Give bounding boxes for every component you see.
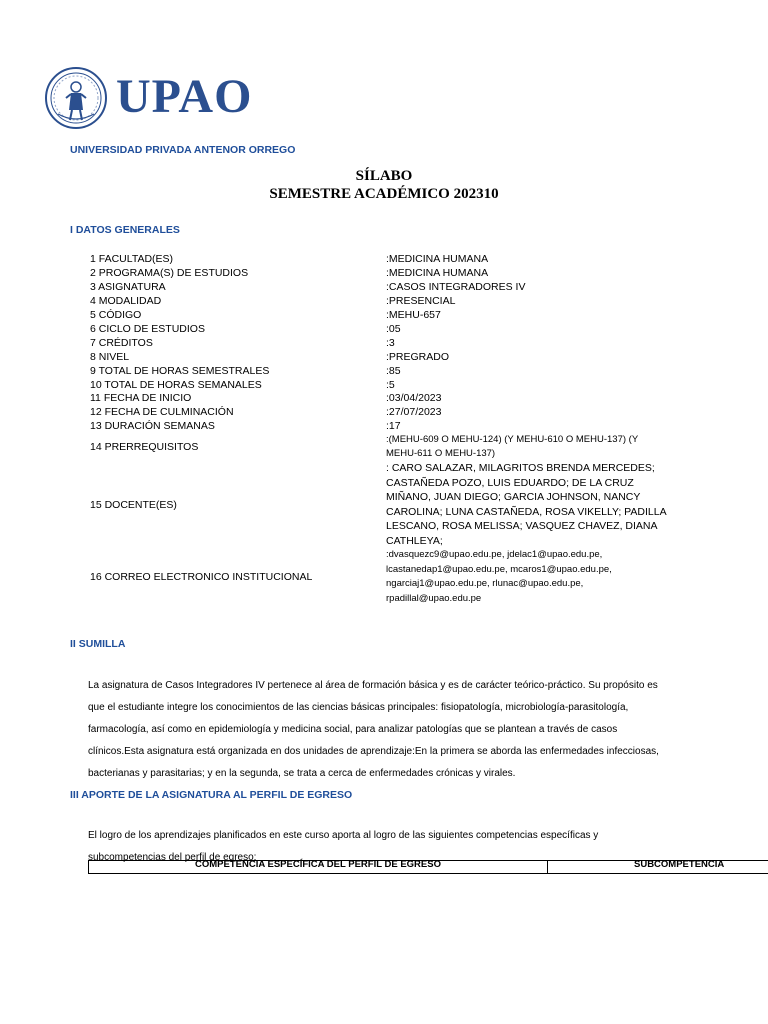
university-name: UNIVERSIDAD PRIVADA ANTENOR ORREGO bbox=[70, 144, 296, 156]
table-header-competencia: COMPETENCIA ESPECÍFICA DEL PERFIL DE EGRESO bbox=[89, 861, 548, 873]
page-title: SÍLABO bbox=[355, 168, 413, 184]
sumilla-line: que el estudiante integre los conocimientos de las ciencias básicas principales: fisiopatología, microbiología-parasitología, bbox=[88, 702, 629, 713]
section-heading-aporte: III APORTE DE LA ASIGNATURA AL PERFIL DE EGRESO bbox=[70, 789, 353, 801]
sumilla-line: farmacología, así como en epidemiología y medicina social, para analizar patologías que se plantean a través de casos bbox=[88, 724, 618, 735]
field-label-prerrequisitos: 14 PRERREQUISITOS bbox=[90, 441, 199, 453]
field-label: 4 MODALIDAD bbox=[90, 295, 162, 307]
field-label-docentes: 15 DOCENTE(ES) bbox=[90, 499, 177, 511]
field-label: 2 PROGRAMA(S) DE ESTUDIOS bbox=[90, 267, 249, 279]
field-value-correo-line: lcastanedap1@upao.edu.pe, mcaros1@upao.edu.pe, bbox=[386, 564, 612, 575]
field-value: :3 bbox=[386, 337, 395, 349]
field-value: :CASOS INTEGRADORES IV bbox=[386, 281, 526, 293]
field-label: 12 FECHA DE CULMINACIÓN bbox=[90, 406, 234, 418]
field-value-docentes-line: CATHLEYA; bbox=[386, 535, 443, 547]
field-value-docentes-line: CAROLINA; LUNA CASTAÑEDA, ROSA VIKELLY; PADILLA bbox=[386, 506, 667, 518]
sumilla-line: clínicos.Esta asignatura está organizada en dos unidades de aprendizaje:En la primera se aborda las enfermedades infecciosas, bbox=[88, 746, 659, 757]
field-value: :5 bbox=[386, 379, 395, 391]
sumilla-line: bacterianas y parasitarias; y en la segunda, se trata a cerca de enfermedades crónicas y virales. bbox=[88, 768, 516, 779]
field-value: :27/07/2023 bbox=[386, 406, 442, 418]
field-value-docentes-line: MIÑANO, JUAN DIEGO; GARCIA JOHNSON, NANCY bbox=[386, 491, 641, 503]
field-label: 8 NIVEL bbox=[90, 351, 130, 363]
field-value: :05 bbox=[386, 323, 401, 335]
field-value-correo-line: :dvasquezc9@upao.edu.pe, jdelac1@upao.edu.pe, bbox=[386, 549, 603, 560]
field-label-correo: 16 CORREO ELECTRONICO INSTITUCIONAL bbox=[90, 571, 313, 583]
sumilla-line: La asignatura de Casos Integradores IV pertenece al área de formación básica y es de carácter teórico-práctico. Su propósito es bbox=[88, 680, 658, 691]
field-value: :MEDICINA HUMANA bbox=[386, 253, 489, 265]
field-value-prerrequisitos-line: :(MEHU-609 O MEHU-124) (Y MEHU-610 O MEHU-137) (Y bbox=[386, 434, 639, 445]
field-value-correo-line: rpadillal@upao.edu.pe bbox=[386, 593, 482, 604]
aporte-line: El logro de los aprendizajes planificados en este curso aporta al logro de las siguientes competencias específicas y bbox=[88, 830, 599, 841]
field-value: :85 bbox=[386, 365, 401, 377]
field-label: 3 ASIGNATURA bbox=[90, 281, 166, 293]
field-value-docentes-line: CASTAÑEDA POZO, LUIS EDUARDO; DE LA CRUZ bbox=[386, 477, 634, 489]
logo-wordmark: UPAO bbox=[116, 70, 253, 123]
field-label: 7 CRÉDITOS bbox=[90, 337, 153, 349]
field-value: :PRESENCIAL bbox=[386, 295, 456, 307]
field-value-prerrequisitos-line: MEHU-611 O MEHU-137) bbox=[386, 448, 496, 459]
competencias-table-header bbox=[88, 860, 768, 874]
field-label: 9 TOTAL DE HORAS SEMESTRALES bbox=[90, 365, 270, 377]
field-value: :MEDICINA HUMANA bbox=[386, 267, 489, 279]
field-label: 1 FACULTAD(ES) bbox=[90, 253, 174, 265]
upao-logo bbox=[44, 58, 253, 140]
field-value: :17 bbox=[386, 420, 401, 432]
field-value-correo-line: ngarciaj1@upao.edu.pe, rlunac@upao.edu.pe, bbox=[386, 578, 584, 589]
section-heading-datos-generales: I DATOS GENERALES bbox=[70, 224, 180, 236]
aporte-line: subcompetencias del perfil de egreso: bbox=[88, 852, 257, 863]
field-value-docentes-line: : CARO SALAZAR, MILAGRITOS BRENDA MERCEDES; bbox=[386, 462, 655, 474]
section-heading-sumilla: II SUMILLA bbox=[70, 638, 126, 650]
field-value-docentes-line: LESCANO, ROSA MELISSA; VASQUEZ CHAVEZ, DIANA bbox=[386, 520, 658, 532]
field-value: :MEHU-657 bbox=[386, 309, 441, 321]
field-label: 13 DURACIÓN SEMANAS bbox=[90, 420, 215, 432]
page-subtitle: SEMESTRE ACADÉMICO 202310 bbox=[269, 186, 499, 202]
field-label: 6 CICLO DE ESTUDIOS bbox=[90, 323, 205, 335]
field-value: :PREGRADO bbox=[386, 351, 450, 363]
field-label: 5 CÓDIGO bbox=[90, 309, 142, 321]
field-value: :03/04/2023 bbox=[386, 392, 442, 404]
field-label: 10 TOTAL DE HORAS SEMANALES bbox=[90, 379, 262, 391]
field-label: 11 FECHA DE INICIO bbox=[90, 392, 192, 404]
table-header-subcompetencia: SUBCOMPETENCIA bbox=[634, 859, 725, 870]
